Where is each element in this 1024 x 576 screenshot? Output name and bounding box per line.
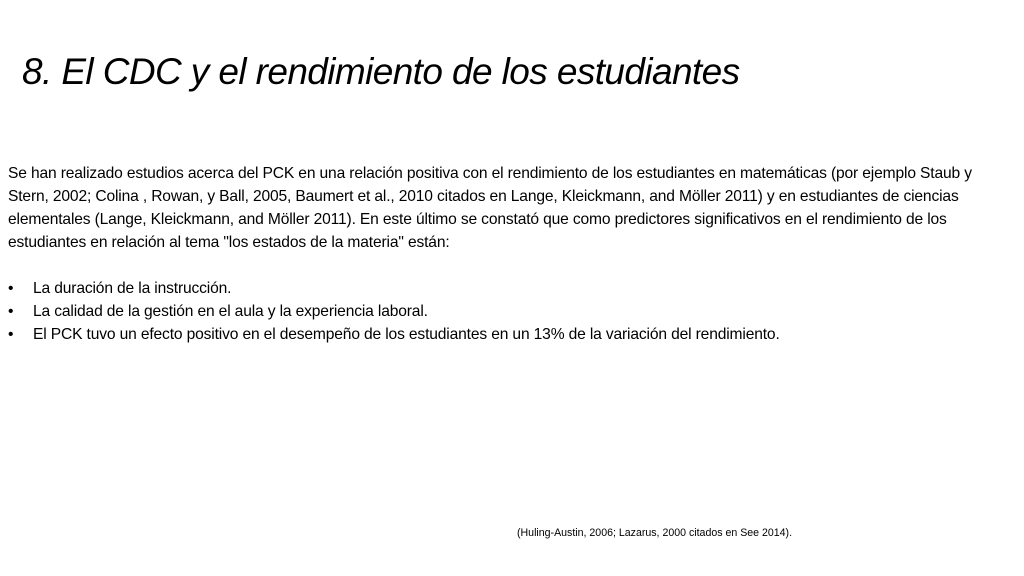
- citation: (Huling-Austin, 2006; Lazarus, 2000 citados en See 2014).: [517, 527, 793, 539]
- slide-title: 8. El CDC y el rendimiento de los estudiantes: [22, 51, 740, 92]
- bullet-icon: •: [8, 326, 14, 343]
- bullet-text: La duración de la instrucción.: [33, 280, 232, 297]
- bullet-text: La calidad de la gestión en el aula y la experiencia laboral.: [33, 303, 428, 320]
- bullet-item: [8, 323, 998, 346]
- bullet-text: El PCK tuvo un efecto positivo en el desempeño de los estudiantes en un 13% de la variación del rendimiento.: [33, 326, 780, 343]
- bullet-list: [8, 277, 998, 346]
- bullet-item: [8, 277, 998, 300]
- bullet-icon: •: [8, 303, 14, 320]
- bullet-item: [8, 300, 998, 323]
- body-paragraph: Se han realizado estudios acerca del PCK en una relación positiva con el rendimiento de los estudiantes en matemáticas (por ejemplo Staub y Stern, 2002; Colina , Rowan, y Ball, 2005, Baumert et al., 2010 citados en Lange, Kleickmann, and Möller 2011) y en estudiantes de ciencias elementales (Lange, Kleickmann, and Möller 2011). En este último se constató que como predictores significativos en el rendimiento de los estudiantes en relación al tema "los estados de la materia" están:: [8, 165, 972, 251]
- bullet-icon: •: [8, 280, 14, 297]
